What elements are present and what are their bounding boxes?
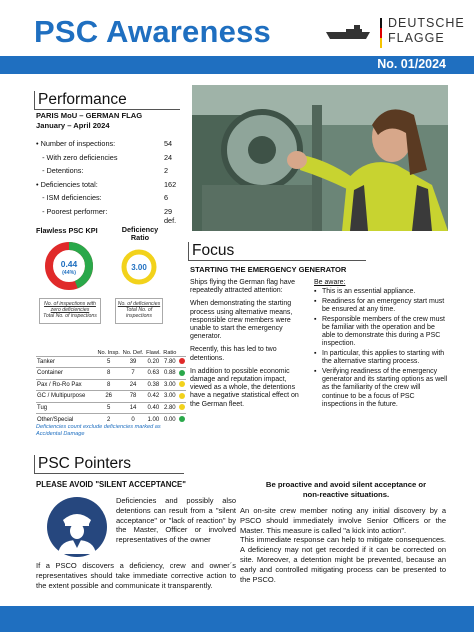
table-cell-flawl: 1.00: [145, 414, 162, 426]
table-header-status: [178, 340, 186, 356]
table-cell-status: [178, 391, 186, 403]
table-cell-ratio: 7.80: [162, 356, 178, 368]
stat-value: 54: [164, 139, 173, 148]
table-cell-type: GC / Multipurpose: [36, 391, 96, 403]
proactive-paragraph: This immediate response can help to mitigate consequences. A deficiency may not get recorded if it can be corrected on site. Moreover, a detention might be prevented, because an early and controlled mitigating process can be presented to the PSCO.: [240, 535, 446, 584]
kpi-formula-numerator: No. of inspections with zero deficiencies: [44, 301, 96, 313]
flawless-kpi-gauge: [36, 240, 102, 292]
table-cell-insp: 26: [96, 391, 121, 403]
proactive-heading-line-1: Be proactive and avoid silent acceptance or: [265, 480, 427, 489]
stat-value: 6: [164, 193, 169, 202]
kpi-value: 0.44: [60, 259, 78, 269]
flawless-kpi-label: Flawless PSC KPI: [36, 226, 98, 235]
table-cell-insp: 5: [96, 356, 121, 368]
engine-room-photo: [192, 85, 448, 231]
table-cell-def: 24: [121, 379, 144, 391]
table-row: [36, 391, 186, 403]
focus-heading: Focus: [188, 242, 366, 261]
page-title: PSC Awareness: [34, 14, 271, 49]
proactive-heading: [248, 480, 444, 500]
performance-subtitle-line-1: PARIS MoU – GERMAN FLAG: [36, 111, 143, 120]
officer-badge-icon: [46, 496, 108, 558]
focus-paragraph: Recently, this has led to two detentions.: [190, 346, 277, 362]
table-cell-insp: 5: [96, 402, 121, 414]
kpi-formula-note: [39, 298, 101, 324]
footer-bar: [0, 606, 474, 632]
table-cell-insp: 8: [96, 368, 121, 380]
proactive-paragraph: An on-site crew member noting any initial discovery by a PSCO should immediately involve Senior Officers or the Master. This measure is called "a kick into action".: [240, 506, 446, 535]
table-cell-flawl: 0.40: [145, 402, 162, 414]
table-cell-type: Tanker: [36, 356, 96, 368]
stat-row: [36, 166, 184, 180]
table-cell-def: 39: [121, 356, 144, 368]
stat-label: - Detentions:: [36, 166, 84, 175]
proactive-text: [240, 506, 446, 584]
stat-label: • Deficiencies total:: [36, 179, 98, 189]
table-cell-insp: 2: [96, 414, 121, 426]
table-cell-status: [178, 379, 186, 391]
deficiency-ratio-label: Deficiency Ratio: [121, 225, 159, 242]
table-cell-insp: 8: [96, 379, 121, 391]
list-item: ▪ In particular, this applies to starting with the alternative starting process.: [314, 350, 448, 366]
performance-subtitle-line-2: January – April 2024: [36, 121, 110, 130]
table-cell-ratio: 0.88: [162, 368, 178, 380]
brand-line-1: DEUTSCHE: [388, 16, 465, 30]
ratio-formula-numerator: No. of deficiencies: [117, 301, 161, 307]
focus-paragraph: In addition to possible economic damage and reputation impact, viewed as a whole, the detentions have a negative statistical effect on the German fleet.: [190, 367, 299, 408]
ship-type-table: [36, 340, 186, 425]
focus-paragraph: When demonstrating the starting process using alternative means, responsible crew members were unable to start the emergency generator.: [190, 300, 293, 341]
be-aware-list: [314, 288, 448, 409]
focus-paragraph: Ships flying the German flag have repeatedly attracted attention:: [190, 279, 296, 295]
stat-row: [36, 180, 184, 194]
table-header-row: [36, 340, 186, 356]
list-item: ▪ Responsible members of the crew must be familiar with the operation and be able to demonstrate this during a PSC inspection.: [314, 316, 448, 349]
performance-stats: [36, 139, 184, 225]
performance-subtitle: [36, 111, 142, 131]
table-cell-ratio: 3.00: [162, 391, 178, 403]
kpi-percent: (44%): [62, 270, 76, 276]
stat-row: [36, 206, 184, 225]
table-header-flawl: Flawl.: [146, 349, 161, 356]
table-cell-type: Pax / Ro-Ro Pax: [36, 379, 96, 391]
performance-heading: Performance: [34, 91, 180, 110]
table-cell-def: 0: [121, 414, 144, 426]
ratio-value: 3.00: [131, 263, 147, 272]
table-header-insp: No. Insp.: [97, 349, 120, 356]
stat-label: • Number of inspections:: [36, 139, 116, 148]
status-dot-icon: [179, 370, 185, 376]
table-footnote: Deficiencies count exclude deficiencies marked as Accidental Damage: [36, 424, 161, 437]
stat-label: - Poorest performer:: [36, 206, 108, 216]
status-dot-icon: [179, 416, 185, 422]
stat-label: - ISM deficiencies:: [36, 193, 102, 202]
ratio-formula-denominator: Total No. of inspections: [125, 307, 153, 319]
stat-row: [36, 153, 184, 167]
table-row: [36, 402, 186, 414]
ship-icon: [326, 24, 370, 40]
table-cell-type: Other/Special: [36, 414, 96, 426]
stat-label: - With zero deficiencies: [36, 152, 118, 162]
list-item: ▪ Readiness for an emergency start must be ensured at any time.: [314, 298, 448, 314]
stat-value: 29 def.: [164, 206, 177, 225]
table-cell-flawl: 0.42: [145, 391, 162, 403]
silent-acceptance-heading: PLEASE AVOID "SILENT ACCEPTANCE": [36, 480, 186, 489]
table-cell-ratio: 3.00: [162, 379, 178, 391]
table-cell-flawl: 0.20: [145, 356, 162, 368]
brand-logo-text: [388, 16, 465, 46]
table-cell-status: [178, 402, 186, 414]
table-header-ratio: Ratio: [163, 349, 177, 356]
table-cell-flawl: 0.38: [145, 379, 162, 391]
silent-acceptance-action-text: If a PSCO discovers a deficiency, crew and owner´s representatives should take immediate corrective action to the extent possible and communicate it transparently.: [36, 561, 236, 590]
table-cell-def: 14: [121, 402, 144, 414]
stat-value: 24: [164, 152, 173, 162]
focus-subtitle: STARTING THE EMERGENCY GENERATOR: [190, 265, 347, 274]
table-cell-flawl: 0.63: [145, 368, 162, 380]
status-dot-icon: [179, 358, 185, 364]
table-row: [36, 356, 186, 368]
flag-stripes-icon: [380, 18, 382, 48]
status-dot-icon: [179, 393, 185, 399]
table-header-def: No. Def.: [122, 349, 144, 356]
stat-value: 2: [164, 166, 169, 175]
table-cell-def: 7: [121, 368, 144, 380]
be-aware-heading: Be aware:: [314, 279, 346, 286]
ratio-formula-note: [115, 298, 163, 324]
stat-value: 162: [164, 179, 177, 189]
table-cell-status: [178, 368, 186, 380]
status-dot-icon: [179, 381, 185, 387]
status-dot-icon: [179, 404, 185, 410]
list-item: ▪ Verifying readiness of the emergency generator and its starting options as well as the familiarity of the crew will continue to be a focus of PSC inspections in the future.: [314, 368, 448, 409]
focus-body: [190, 279, 310, 414]
table-cell-status: [178, 356, 186, 368]
brand-line-2: FLAGGE: [388, 31, 445, 45]
be-aware-box: [314, 279, 448, 411]
table-header-type: [36, 340, 96, 356]
table-cell-ratio: 0.00: [162, 414, 178, 426]
table-cell-def: 78: [121, 391, 144, 403]
table-cell-ratio: 2.80: [162, 402, 178, 414]
issue-number: No. 01/2024: [377, 57, 446, 71]
kpi-formula-denominator: Total No. of inspections: [43, 313, 97, 319]
stat-row: [36, 139, 184, 153]
stat-row: [36, 193, 184, 207]
list-item: ▪ This is an essential appliance.: [314, 288, 448, 296]
table-cell-type: Tug: [36, 402, 96, 414]
psc-pointers-heading: PSC Pointers: [34, 455, 184, 474]
proactive-heading-line-2: non-reactive situations.: [302, 490, 390, 499]
table-row: [36, 368, 186, 380]
deficiency-ratio-indicator: [120, 248, 158, 286]
silent-acceptance-text: Deficiencies and possibly also detentions can result from a "silent acceptance" or "lack of reaction" by the Master, Officer or involved representatives of the owner: [116, 496, 236, 545]
table-cell-type: Container: [36, 368, 96, 380]
table-row: [36, 379, 186, 391]
